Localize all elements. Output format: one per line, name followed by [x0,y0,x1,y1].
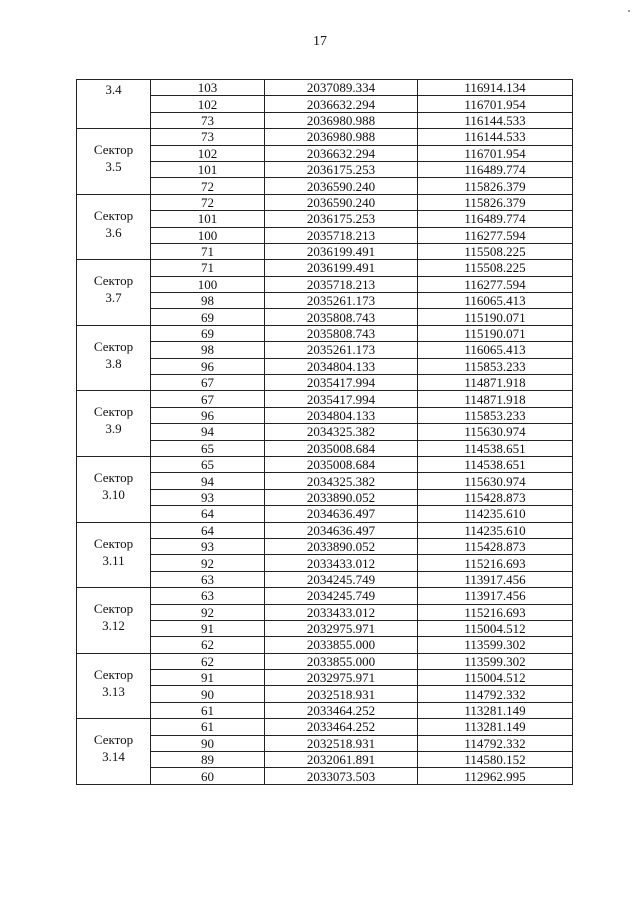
point-number: 64 [151,522,265,538]
coordinate-y: 112962.995 [418,768,573,784]
coordinate-y: 116489.774 [418,161,573,177]
point-number: 65 [151,440,265,456]
sector-label [77,456,151,522]
coordinate-x: 2033890.052 [265,538,418,554]
coordinate-x: 2035008.684 [265,456,418,472]
table-row [77,735,573,751]
coordinate-x: 2034245.749 [265,588,418,604]
coordinate-y: 116701.954 [418,145,573,161]
coordinate-y: 115853.233 [418,407,573,423]
point-number: 90 [151,735,265,751]
point-number: 100 [151,276,265,292]
point-number: 72 [151,178,265,194]
coordinate-y: 113281.149 [418,719,573,735]
point-number: 90 [151,686,265,702]
point-number: 62 [151,637,265,653]
sector-label-text: Сектор 3.11 [93,535,134,568]
coordinate-y: 113917.456 [418,571,573,587]
sector-label-text: Сектор 3.6 [93,207,134,240]
point-number: 93 [151,538,265,554]
table-row [77,407,573,423]
table-row [77,161,573,177]
coordinate-y: 114580.152 [418,752,573,768]
coordinate-y: 113599.302 [418,637,573,653]
sector-label-text: Сектор 3.14 [93,732,134,765]
coordinate-y: 115004.512 [418,670,573,686]
coordinate-y: 113599.302 [418,653,573,669]
coordinate-x: 2033073.503 [265,768,418,784]
point-number: 71 [151,243,265,259]
coordinates-table [76,79,573,785]
page-number: 17 [313,34,327,49]
coordinate-y: 115630.974 [418,424,573,440]
coordinate-x: 2037089.334 [265,80,418,96]
coordinate-x: 2035718.213 [265,227,418,243]
table-row [77,555,573,571]
sector-label [77,80,151,129]
table-row [77,768,573,784]
table-row [77,129,573,145]
point-number: 93 [151,489,265,505]
table-row [77,604,573,620]
table-row [77,325,573,341]
coordinate-x: 2034804.133 [265,407,418,423]
table-row [77,489,573,505]
coordinate-y: 115428.873 [418,489,573,505]
table-row [77,211,573,227]
coordinate-x: 2034245.749 [265,571,418,587]
point-number: 60 [151,768,265,784]
coordinate-x: 2036590.240 [265,178,418,194]
table-row [77,686,573,702]
coordinate-x: 2032518.931 [265,735,418,751]
sector-label-text: 3.4 [105,82,122,97]
sector-label-text: Сектор 3.10 [93,469,134,502]
coordinate-x: 2034636.497 [265,506,418,522]
point-number: 67 [151,375,265,391]
coordinate-x: 2033464.252 [265,702,418,718]
table-row [77,227,573,243]
point-number: 94 [151,424,265,440]
table-row [77,702,573,718]
coordinate-x: 2033890.052 [265,489,418,505]
coordinate-y: 116277.594 [418,276,573,292]
sector-label [77,391,151,457]
sector-label-text: Сектор 3.7 [93,273,134,306]
coordinate-x: 2032061.891 [265,752,418,768]
coordinate-y: 115216.693 [418,555,573,571]
sector-label-text: Сектор 3.5 [93,142,134,175]
point-number: 91 [151,620,265,636]
coordinate-x: 2034325.382 [265,473,418,489]
table-row [77,243,573,259]
point-number: 65 [151,456,265,472]
table-row [77,260,573,276]
point-number: 91 [151,670,265,686]
point-number: 62 [151,653,265,669]
table-row [77,719,573,735]
coordinate-y: 116914.134 [418,80,573,96]
sector-label [77,588,151,654]
coordinate-x: 2036980.988 [265,112,418,128]
coordinate-x: 2033855.000 [265,637,418,653]
coordinate-x: 2033464.252 [265,719,418,735]
point-number: 101 [151,161,265,177]
table-row [77,424,573,440]
coordinate-x: 2036590.240 [265,194,418,210]
coordinate-y: 113281.149 [418,702,573,718]
point-number: 96 [151,407,265,423]
coordinate-y: 114538.651 [418,456,573,472]
coordinate-y: 114235.610 [418,522,573,538]
coordinate-y: 114792.332 [418,735,573,751]
coordinate-x: 2036175.253 [265,161,418,177]
coordinate-y: 116144.533 [418,129,573,145]
table-row [77,178,573,194]
table-row [77,506,573,522]
coordinate-x: 2032975.971 [265,670,418,686]
coordinate-y: 115508.225 [418,243,573,259]
coordinate-x: 2035808.743 [265,309,418,325]
sector-label [77,129,151,195]
coordinate-x: 2036199.491 [265,260,418,276]
coordinate-x: 2034325.382 [265,424,418,440]
point-number: 92 [151,555,265,571]
sector-label [77,653,151,719]
coordinate-y: 116065.413 [418,342,573,358]
point-number: 92 [151,604,265,620]
point-number: 63 [151,588,265,604]
table-row [77,342,573,358]
point-number: 73 [151,129,265,145]
point-number: 71 [151,260,265,276]
coordinate-x: 2036175.253 [265,211,418,227]
coordinate-y: 116065.413 [418,293,573,309]
point-number: 96 [151,358,265,374]
table-row [77,440,573,456]
table-row [77,375,573,391]
coordinate-y: 113917.456 [418,588,573,604]
coordinate-x: 2032518.931 [265,686,418,702]
coordinate-x: 2036980.988 [265,129,418,145]
table-row [77,620,573,636]
coordinate-y: 114871.918 [418,391,573,407]
table-row [77,571,573,587]
table-row [77,653,573,669]
table-row [77,670,573,686]
coordinate-y: 115826.379 [418,178,573,194]
table-row [77,358,573,374]
point-number: 61 [151,702,265,718]
point-number: 102 [151,145,265,161]
sector-label-text: Сектор 3.8 [93,338,134,371]
coordinate-x: 2035417.994 [265,391,418,407]
coordinate-x: 2033433.012 [265,555,418,571]
table-row [77,194,573,210]
coordinates-table-body [77,80,573,785]
point-number: 64 [151,506,265,522]
point-number: 94 [151,473,265,489]
point-number: 100 [151,227,265,243]
sector-label [77,719,151,785]
coordinate-y: 115004.512 [418,620,573,636]
point-number: 61 [151,719,265,735]
coordinate-y: 115508.225 [418,260,573,276]
coordinate-y: 115630.974 [418,473,573,489]
table-row [77,96,573,112]
point-number: 73 [151,112,265,128]
table-row [77,588,573,604]
sector-label [77,194,151,260]
table-row [77,522,573,538]
coordinate-y: 116489.774 [418,211,573,227]
point-number: 69 [151,309,265,325]
coordinate-y: 115428.873 [418,538,573,554]
table-row [77,309,573,325]
coordinate-y: 115190.071 [418,325,573,341]
point-number: 63 [151,571,265,587]
coordinate-x: 2034804.133 [265,358,418,374]
coordinate-x: 2035261.173 [265,293,418,309]
table-row [77,276,573,292]
point-number: 69 [151,325,265,341]
table-row [77,293,573,309]
point-number: 72 [151,194,265,210]
coordinate-y: 114235.610 [418,506,573,522]
point-number: 101 [151,211,265,227]
table-row [77,145,573,161]
coordinate-y: 115826.379 [418,194,573,210]
scan-artifact [628,10,630,12]
coordinate-x: 2035261.173 [265,342,418,358]
coordinate-x: 2036632.294 [265,145,418,161]
coordinate-y: 115216.693 [418,604,573,620]
sector-label-text: Сектор 3.13 [93,666,134,699]
table-row [77,456,573,472]
sector-label [77,325,151,391]
point-number: 98 [151,342,265,358]
coordinate-x: 2035718.213 [265,276,418,292]
coordinate-y: 114538.651 [418,440,573,456]
table-row [77,538,573,554]
coordinate-x: 2035008.684 [265,440,418,456]
table-row [77,112,573,128]
coordinate-x: 2035417.994 [265,375,418,391]
coordinate-y: 116144.533 [418,112,573,128]
coordinate-x: 2036632.294 [265,96,418,112]
coordinate-x: 2035808.743 [265,325,418,341]
coordinate-x: 2032975.971 [265,620,418,636]
table-row [77,391,573,407]
sector-label-text: Сектор 3.12 [93,601,134,634]
coordinate-x: 2034636.497 [265,522,418,538]
coordinate-x: 2036199.491 [265,243,418,259]
table-row [77,637,573,653]
coordinate-x: 2033855.000 [265,653,418,669]
table-row [77,752,573,768]
coordinate-y: 114792.332 [418,686,573,702]
sector-label-text: Сектор 3.9 [93,404,134,437]
coordinate-y: 115190.071 [418,309,573,325]
sector-label [77,260,151,326]
table-row [77,80,573,96]
coordinate-y: 116701.954 [418,96,573,112]
point-number: 67 [151,391,265,407]
point-number: 103 [151,80,265,96]
coordinate-y: 115853.233 [418,358,573,374]
point-number: 102 [151,96,265,112]
point-number: 89 [151,752,265,768]
coordinate-x: 2033433.012 [265,604,418,620]
point-number: 98 [151,293,265,309]
coordinate-y: 114871.918 [418,375,573,391]
coordinate-y: 116277.594 [418,227,573,243]
sector-label [77,522,151,588]
table-row [77,473,573,489]
